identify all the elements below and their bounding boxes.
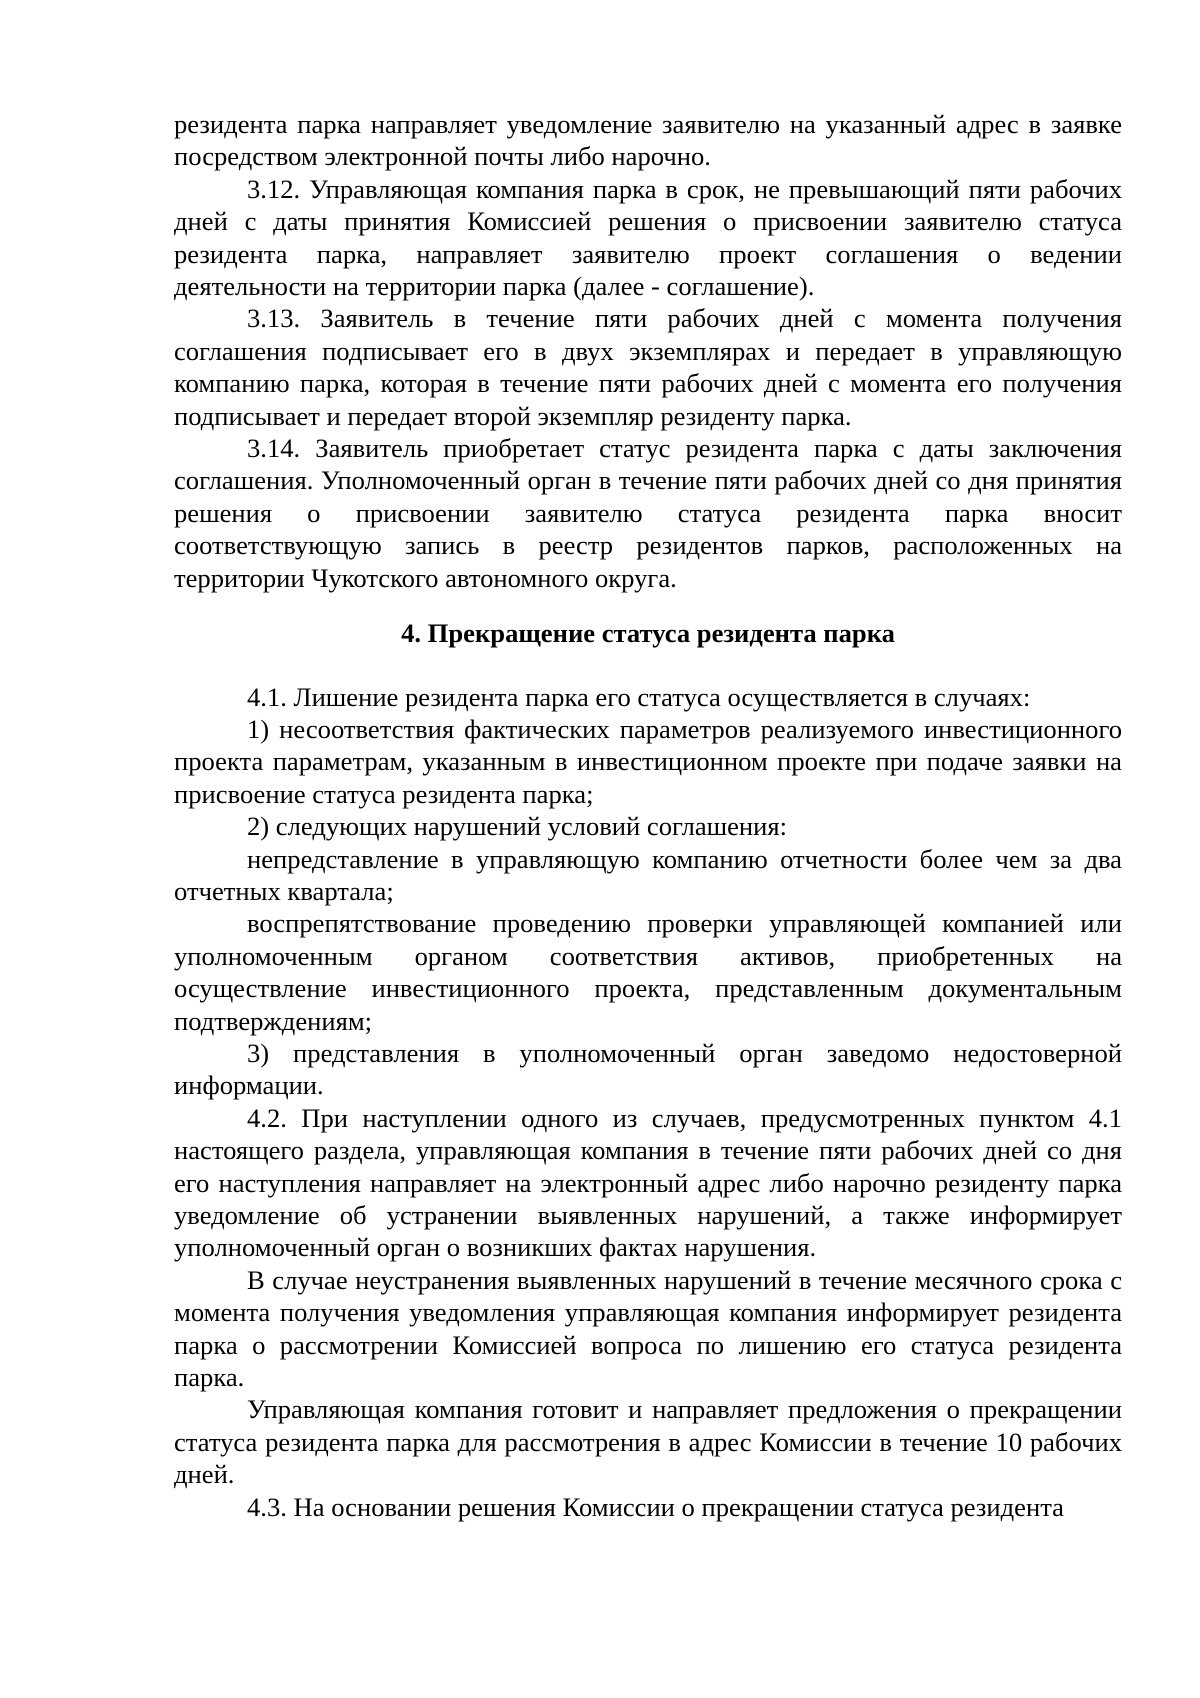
paragraph-4-1-item-1: 1) несоответствия фактических параметров реализуемого инвестиционного проекта параметрам, указанным в инвестиционном проекте при подаче заявки на присвоение статуса резидента парка; bbox=[174, 713, 1122, 809]
paragraph-3-12: 3.12. Управляющая компания парка в срок, не превышающий пяти рабочих дней с даты принятия Комиссией решения о присвоении заявителю статуса резидента парка, направляет заявителю проект соглашения о ведении деятельности на территории парка (далее - соглашение). bbox=[174, 173, 1122, 302]
document-page bbox=[174, 108, 1122, 1523]
paragraph-4-3: 4.3. На основании решения Комиссии о прекращении статуса резидента bbox=[247, 1491, 1064, 1522]
paragraph-4-1-item-2-b: воспрепятствование проведению проверки управляющей компанией или уполномоченным органом соответствия активов, приобретенных на осуществление инвестиционного проекта, представленным документальным подтверждениям; bbox=[174, 908, 1122, 1036]
paragraph-4-1-item-2-a: непредставление в управляющую компанию отчетности более чем за два отчетных квартала; bbox=[174, 843, 1122, 906]
paragraph-3-13: 3.13. Заявитель в течение пяти рабочих дней с момента получения соглашения подписывает его в двух экземплярах и передает в управляющую компанию парка, которая в течение пяти рабочих дней с момента его получения подписывает и передает второй экземпляр резиденту парка. bbox=[174, 303, 1122, 431]
paragraph-4-1-item-2: 2) следующих нарушений условий соглашения: bbox=[247, 811, 788, 842]
section-heading: 4. Прекращение статуса резидента парка bbox=[401, 618, 895, 649]
paragraph-4-1: 4.1. Лишение резидента парка его статуса осуществляется в случаях: bbox=[247, 681, 1031, 712]
paragraph-4-2-continued: В случае неустранения выявленных нарушений в течение месячного срока с момента получения уведомления управляющая компания информирует резидента парка о рассмотрении Комиссией вопроса по лишению его статуса резидента парка. bbox=[174, 1264, 1122, 1393]
paragraph-continuation: резидента парка направляет уведомление заявителю на указанный адрес в заявке посредством электронной почты либо нарочно. bbox=[174, 109, 1122, 172]
paragraph-3-14: 3.14. Заявитель приобретает статус резидента парка с даты заключения соглашения. Уполномоченный орган в течение пяти рабочих дней со дня принятия решения о присвоении заявителю статуса резидента парка вносит соответствующую запись в реестр резидентов парков, расположенных на территории Чукотского автономного округа. bbox=[174, 433, 1122, 593]
paragraph-4-2: 4.2. При наступлении одного из случаев, предусмотренных пунктом 4.1 настоящего раздела, управляющая компания в течение пяти рабочих дней со дня его наступления направляет на электронный адрес либо нарочно резиденту парка уведомление об устранении выявленных нарушений, а также информирует уполномоченный орган о возникших фактах нарушения. bbox=[174, 1102, 1122, 1263]
paragraph-4-2-proposals: Управляющая компания готовит и направляет предложения о прекращении статуса резидента парка для рассмотрения в адрес Комиссии в течение 10 рабочих дней. bbox=[174, 1394, 1122, 1490]
paragraph-4-1-item-3: 3) представления в уполномоченный орган заведомо недостоверной информации. bbox=[174, 1037, 1122, 1101]
